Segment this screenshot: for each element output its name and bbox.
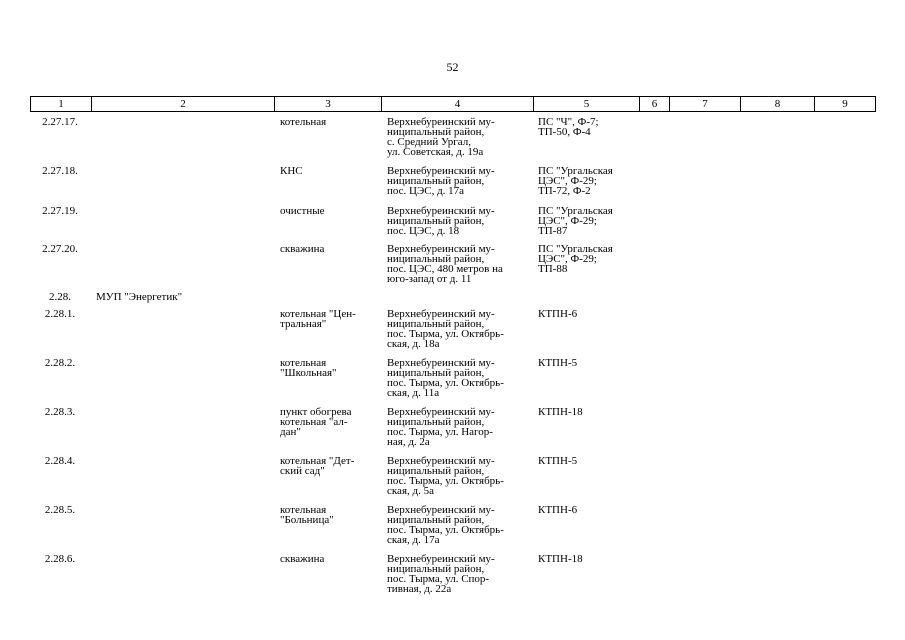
object-name: КНС [280, 165, 303, 177]
row-number: 2.27.18. [42, 165, 78, 177]
address: Верхнебуреинский му- ниципальный район, пос. Тырма, ул. Нагор- ная, д. 2а [387, 406, 495, 448]
page-number: 52 [446, 60, 459, 74]
address: Верхнебуреинский му- ниципальный район, пос. ЦЭС, 480 метров на юго-запад от д. 11 [387, 243, 503, 285]
row-number: 2.28.3. [44, 406, 76, 418]
header-col-8: 8 [741, 97, 815, 111]
row-number: 2.28.2. [44, 357, 76, 369]
power-source: ПС "Ургальская ЦЭС", Ф-29; ТП-88 [538, 243, 613, 275]
object-name: котельная "Школьная" [280, 357, 337, 379]
power-source: КТПН-18 [538, 406, 583, 418]
row-number: 2.27.20. [42, 243, 78, 255]
table-row [30, 117, 876, 166]
header-col-5: 5 [534, 97, 640, 111]
header-col-1: 1 [31, 97, 92, 111]
power-source: КТПН-6 [538, 504, 578, 516]
address: Верхнебуреинский му- ниципальный район, пос. ЦЭС, д. 17а [387, 165, 495, 197]
address: Верхнебуреинский му- ниципальный район, с. Средний Ургал, ул. Советская, д. 19а [387, 116, 495, 158]
table-row [30, 206, 876, 244]
row-number: 2.27.19. [42, 205, 78, 217]
object-name: котельная "Дет- ский сад" [280, 455, 355, 477]
header-col-3: 3 [275, 97, 382, 111]
table-row [30, 358, 876, 407]
object-name: котельная "Цен- тральная" [280, 308, 356, 330]
row-number: 2.28.4. [44, 455, 76, 467]
power-source: ПС "Ургальская ЦЭС", Ф-29; ТП-87 [538, 205, 613, 237]
table-row [30, 244, 876, 292]
organization: МУП "Энергетик" [96, 291, 183, 303]
power-source: ПС "Ургальская ЦЭС", Ф-29; ТП-72, Ф-2 [538, 165, 613, 197]
row-number: 2.28.5. [44, 504, 76, 516]
power-source: ПС "Ч", Ф-7; ТП-50, Ф-4 [538, 116, 599, 138]
power-source: КТПН-6 [538, 308, 578, 320]
address: Верхнебуреинский му- ниципальный район, пос. ЦЭС, д. 18 [387, 205, 495, 237]
table-row [30, 407, 876, 456]
address: Верхнебуреинский му- ниципальный район, пос. Тырма, ул. Октябрь- ская, д. 5а [387, 455, 504, 497]
power-source: КТПН-5 [538, 357, 578, 369]
power-source: КТПН-18 [538, 553, 583, 565]
header-col-4: 4 [382, 97, 534, 111]
object-name: скважина [280, 243, 325, 255]
row-number: 2.28.1. [44, 308, 76, 320]
power-source: КТПН-5 [538, 455, 578, 467]
address: Верхнебуреинский му- ниципальный район, пос. Тырма, ул. Октябрь- ская, д. 17а [387, 504, 504, 546]
row-number: 2.28. [49, 291, 71, 303]
address: Верхнебуреинский му- ниципальный район, пос. Тырма, ул. Октябрь- ская, д. 18а [387, 308, 504, 350]
header-col-2: 2 [92, 97, 275, 111]
row-number: 2.27.17. [42, 116, 78, 128]
table-body [30, 117, 876, 603]
header-col-9: 9 [842, 98, 848, 110]
row-number: 2.28.6. [44, 553, 76, 565]
address: Верхнебуреинский му- ниципальный район, пос. Тырма, ул. Спор- тивная, д. 22а [387, 553, 495, 595]
object-name: скважина [280, 553, 325, 565]
table-row [30, 456, 876, 505]
table-row [30, 309, 876, 358]
object-name: котельная [280, 116, 327, 128]
table-header [30, 96, 876, 112]
header-col-7: 7 [670, 97, 741, 111]
table-row [30, 554, 876, 603]
object-name: котельная "Больница" [280, 504, 334, 526]
table-row [30, 505, 876, 554]
header-col-6: 6 [640, 97, 670, 111]
table-row [30, 166, 876, 206]
object-name: пункт обогрева котельная "ал- дан" [280, 406, 352, 438]
object-name: очистные [280, 205, 325, 217]
table-row [30, 292, 876, 309]
address: Верхнебуреинский му- ниципальный район, пос. Тырма, ул. Октябрь- ская, д. 11а [387, 357, 504, 399]
